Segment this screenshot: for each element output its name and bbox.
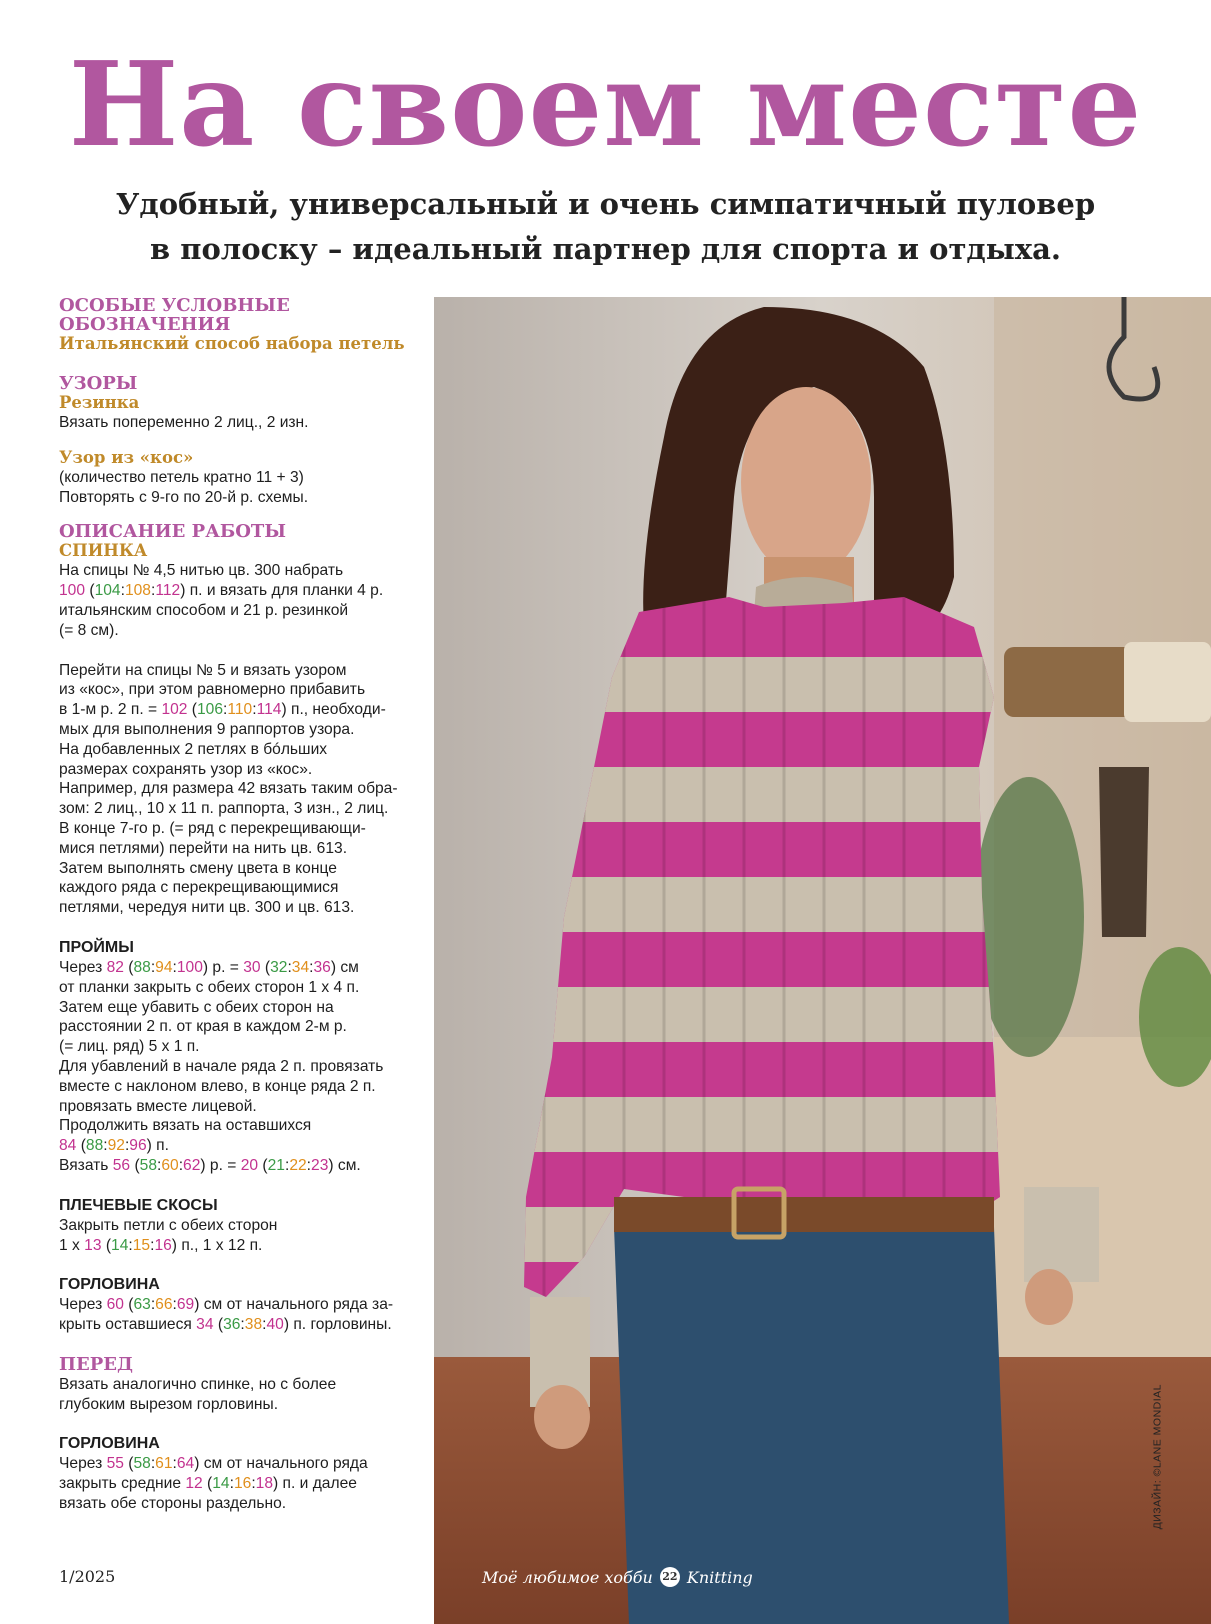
size-value: 104 [94, 582, 121, 600]
text-run: (= 8 см). [59, 621, 119, 639]
size-value: 14 [111, 1236, 129, 1254]
text-run: ) п. [146, 1137, 169, 1155]
text-run: : [150, 1455, 156, 1473]
text-line [59, 799, 431, 819]
neckline-back-text [59, 1295, 431, 1335]
text-line [59, 1017, 431, 1037]
size-value: 106 [197, 701, 224, 719]
size-value: 34 [196, 1316, 214, 1334]
text-run: ) р. = [202, 958, 244, 976]
text-run: Например, для размера 42 вязать таким обра- [59, 780, 398, 798]
text-run: : [150, 1296, 156, 1314]
text-run: ) см от начального ряда за- [194, 1296, 394, 1314]
text-run: от планки закрыть с обеих сторон 1 х 4 п. [59, 978, 360, 996]
size-value: 82 [106, 958, 124, 976]
size-value: 60 [161, 1156, 179, 1174]
text-run: : [128, 1236, 133, 1254]
text-line [59, 581, 431, 601]
page-number: 22 [660, 1567, 680, 1587]
text-line [59, 760, 431, 780]
text-run: мых для выполнения 9 раппортов узора. [59, 720, 355, 738]
armholes-text [59, 958, 431, 1176]
text-run: закрыть средние [59, 1475, 186, 1493]
text-line [59, 1116, 431, 1136]
text-run: каждого ряда с перекрещивающимися [59, 879, 339, 897]
text-run: : [229, 1475, 234, 1493]
text-run: Продолжить вязать на оставшихся [59, 1117, 312, 1135]
size-value: 23 [311, 1156, 329, 1174]
size-value: 62 [183, 1156, 201, 1174]
size-value: 58 [133, 1455, 151, 1473]
size-value: 102 [161, 701, 188, 719]
work-heading: ОПИСАНИЕ РАБОТЫ [59, 521, 286, 543]
text-line [59, 720, 431, 740]
text-run: провязать вместе лицевой. [59, 1097, 257, 1115]
size-value: 40 [266, 1316, 284, 1334]
footer-magazine [482, 1567, 753, 1587]
size-value: 61 [155, 1455, 173, 1473]
text-line [59, 898, 431, 918]
text-run: вязать обе стороны раздельно. [59, 1495, 287, 1513]
text-run: ) см [330, 958, 359, 976]
text-run: в 1-м р. 2 п. = [59, 701, 162, 719]
size-value: 94 [155, 958, 173, 976]
back-paragraph-2 [59, 661, 431, 918]
neckline-front-title: ГОРЛОВИНА [59, 1435, 160, 1453]
text-run: : [150, 1236, 155, 1254]
text-run: ( [258, 1156, 268, 1174]
size-value: 18 [255, 1475, 274, 1493]
text-line [59, 1057, 431, 1077]
size-value: 63 [133, 1296, 151, 1314]
text-line [59, 561, 431, 581]
neckline-front-text [59, 1454, 431, 1513]
text-run: : [172, 1296, 177, 1314]
text-run: итальянским способом и 21 р. резинкой [59, 601, 349, 619]
text-run: : [251, 1475, 256, 1493]
text-run: : [306, 1156, 312, 1174]
text-run: ) см. [328, 1156, 361, 1174]
issue-number: 1/2025 [59, 1567, 116, 1586]
text-run: : [223, 701, 228, 719]
subtitle-line: в полоску – идеальный партнер для спорта и отдыха. [149, 232, 1062, 266]
text-line [59, 700, 431, 720]
text-run: вместе с наклоном влево, в конце ряда 2 п. [59, 1077, 376, 1095]
armholes-title: ПРОЙМЫ [59, 938, 134, 956]
text-run: расстоянии 2 п. от края в каждом 2-м р. [59, 1018, 347, 1036]
size-value: 15 [132, 1236, 151, 1254]
text-line [59, 1216, 431, 1236]
special-heading [59, 296, 431, 334]
text-run: ) п. и далее [273, 1475, 357, 1493]
text-run: : [284, 1156, 290, 1174]
text-run: зом: 2 лиц., 10 х 11 п. раппорта, 3 изн., 2 лиц. [59, 800, 389, 818]
size-value: 30 [243, 958, 261, 976]
text-run: Вязать аналогично спинке, но с более [59, 1375, 337, 1393]
text-line [59, 1097, 431, 1117]
text-run: : [262, 1316, 267, 1334]
size-value: 66 [155, 1296, 173, 1314]
rib-text: Вязать попеременно 2 лиц., 2 изн. [59, 414, 309, 431]
size-value: 64 [176, 1455, 195, 1473]
text-line [59, 878, 431, 898]
text-line [59, 819, 431, 839]
text-run: : [124, 1137, 130, 1155]
text-run: : [172, 958, 177, 976]
size-value: 13 [84, 1236, 102, 1254]
text-line [59, 661, 431, 681]
text-run: : [150, 958, 156, 976]
text-run: : [252, 701, 257, 719]
text-run: Через [59, 1455, 107, 1473]
cable-title: Узор из «кос» [59, 447, 194, 467]
size-value: 58 [139, 1156, 157, 1174]
text-run: Перейти на спицы № 5 и вязать узором [59, 661, 347, 679]
size-value: 84 [59, 1137, 77, 1155]
size-value: 114 [256, 701, 282, 719]
size-value: 96 [129, 1137, 147, 1155]
text-run: ( [123, 1455, 134, 1473]
text-run: : [287, 958, 292, 976]
text-run: : [240, 1316, 245, 1334]
text-line [59, 779, 431, 799]
size-value: 110 [227, 701, 253, 719]
special-heading-line: ОБОЗНАЧЕНИЯ [59, 314, 231, 335]
text-run: : [120, 582, 125, 600]
front-text [59, 1375, 431, 1415]
size-value: 12 [185, 1475, 203, 1493]
text-run: из «кос», при этом равномерно прибавить [59, 681, 366, 699]
size-value: 100 [176, 958, 203, 976]
size-value: 69 [176, 1296, 195, 1314]
size-value: 20 [240, 1156, 259, 1174]
instructions-column [59, 296, 431, 1514]
shoulders-title: ПЛЕЧЕВЫЕ СКОСЫ [59, 1196, 218, 1214]
text-run: мися петлями) перейти на нить цв. 613. [59, 839, 348, 857]
size-value: 16 [233, 1475, 252, 1493]
text-run: глубоким вырезом горловины. [59, 1395, 279, 1413]
text-line [59, 621, 431, 641]
text-run: ) п. горловины. [283, 1316, 392, 1334]
text-run: В конце 7-го р. (= ряд с перекрещивающи- [59, 819, 366, 837]
text-run: : [103, 1137, 108, 1155]
size-value: 55 [106, 1455, 124, 1473]
front-title: ПЕРЕД [59, 1353, 133, 1375]
magazine-name: Моё любимое хобби [482, 1567, 653, 1587]
text-run: На спицы № 4,5 нитью цв. 300 набрать [59, 562, 344, 580]
text-line [59, 680, 431, 700]
text-line [59, 839, 431, 859]
model-photo [434, 297, 1211, 1624]
text-run: ) п., необходи- [281, 701, 386, 719]
cable-line: (количество петель кратно 11 + 3) [59, 468, 304, 486]
size-value: 36 [313, 958, 331, 976]
text-run: ( [76, 1137, 86, 1155]
text-run: ( [187, 701, 197, 719]
section-name: Knitting [686, 1567, 753, 1587]
photo-credit: ДИЗАЙН: ©LANE MONDIAL [1151, 1384, 1163, 1530]
text-run: ( [85, 582, 95, 600]
text-run: ( [123, 1296, 134, 1314]
size-value: 34 [291, 958, 310, 976]
text-line [59, 1037, 431, 1057]
size-value: 36 [223, 1316, 241, 1334]
back-paragraph-1 [59, 561, 431, 640]
text-run: размерах сохранять узор из «кос». [59, 760, 313, 778]
size-value: 22 [289, 1156, 307, 1174]
text-run: Затем выполнять смену цвета в конце [59, 859, 337, 877]
patterns-heading: УЗОРЫ [59, 373, 138, 394]
text-line [59, 740, 431, 760]
text-run: Закрыть петли с обеих сторон [59, 1216, 278, 1234]
text-run: : [309, 958, 314, 976]
size-value: 14 [212, 1475, 230, 1493]
size-value: 38 [244, 1316, 263, 1334]
subtitle [0, 182, 1211, 272]
text-run: : [150, 582, 156, 600]
size-value: 100 [59, 582, 86, 600]
text-line [59, 1236, 431, 1256]
text-run: ) п., 1 х 12 п. [171, 1236, 263, 1254]
text-run: : [157, 1156, 162, 1174]
text-run: ) см от начального ряда [194, 1455, 368, 1473]
text-line [59, 1454, 431, 1474]
shoulders-text [59, 1216, 431, 1256]
text-run: : [172, 1455, 177, 1473]
size-value: 60 [106, 1296, 124, 1314]
text-run: ( [130, 1156, 140, 1174]
text-run: (= лиц. ряд) 5 х 1 п. [59, 1038, 200, 1056]
text-run: : [178, 1156, 184, 1174]
text-run: ) р. = [200, 1156, 241, 1174]
size-value: 21 [267, 1156, 285, 1174]
text-line [59, 1136, 431, 1156]
special-item: Итальянский способ набора петель [59, 334, 405, 353]
text-run: Вязать [59, 1156, 113, 1174]
text-line [59, 601, 431, 621]
text-line [59, 978, 431, 998]
size-value: 16 [154, 1236, 172, 1254]
text-line [59, 1295, 431, 1315]
size-value: 112 [155, 582, 181, 600]
text-line [59, 958, 431, 978]
page-title: На своем месте [68, 37, 1143, 173]
special-heading-line: ОСОБЫЕ УСЛОВНЫЕ [59, 295, 290, 316]
size-value: 88 [133, 958, 151, 976]
text-run: ( [202, 1475, 213, 1493]
text-run: Для убавлений в начале ряда 2 п. провязать [59, 1057, 384, 1075]
text-line [59, 1395, 431, 1415]
text-line [59, 998, 431, 1018]
text-run: Через [59, 1296, 107, 1314]
text-run: На добавленных 2 петлях в бóльших [59, 740, 328, 758]
text-run: ( [213, 1316, 224, 1334]
size-value: 108 [124, 582, 151, 600]
size-value: 92 [107, 1137, 125, 1155]
back-title: СПИНКА [59, 541, 148, 561]
text-line [59, 1474, 431, 1494]
cable-line: Повторять с 9-го по 20-й р. схемы. [59, 488, 309, 506]
subtitle-line: Удобный, универсальный и очень симпатичный пуловер [115, 187, 1096, 221]
text-run: ( [260, 958, 271, 976]
size-value: 88 [85, 1137, 104, 1155]
rib-title: Резинка [59, 393, 140, 412]
text-run: 1 х [59, 1236, 85, 1254]
text-line [59, 859, 431, 879]
text-run: Затем еще убавить с обеих сторон на [59, 998, 334, 1016]
size-value: 56 [112, 1156, 131, 1174]
photo-illustration [434, 297, 1211, 1624]
text-line [59, 1156, 431, 1176]
text-line [59, 1315, 431, 1335]
text-run: крыть оставшиеся [59, 1316, 197, 1334]
text-run: петлями, чередуя нити цв. 300 и цв. 613. [59, 899, 355, 917]
text-line [59, 1375, 431, 1395]
text-run: Через [59, 958, 107, 976]
text-run: ( [101, 1236, 112, 1254]
text-run: ) п. и вязать для планки 4 р. [180, 582, 384, 600]
text-run: ( [123, 958, 134, 976]
neckline-back-title: ГОРЛОВИНА [59, 1276, 160, 1294]
text-line [59, 1077, 431, 1097]
size-value: 32 [270, 958, 288, 976]
text-line [59, 1494, 431, 1514]
